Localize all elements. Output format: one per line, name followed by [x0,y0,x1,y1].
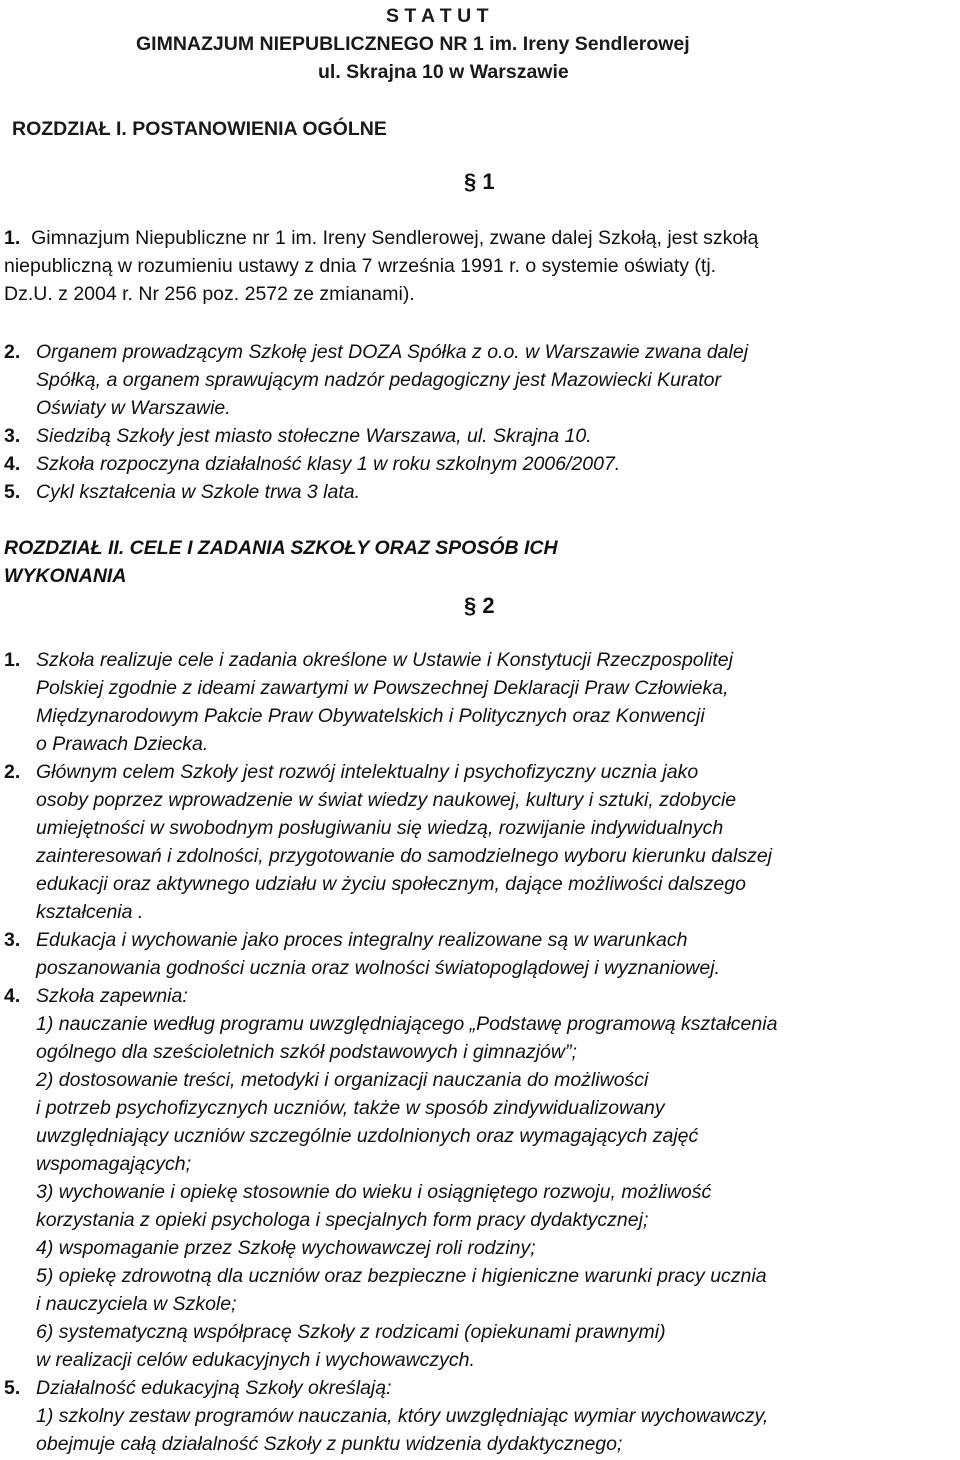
ch1-paragraph-2 [4,338,954,506]
statute-title: S T A T U T [386,5,489,27]
text-line: korzystania z opieki psychologa i specjalnych form pracy dydaktycznej; [36,1209,649,1231]
section-1-heading: § 1 [464,169,495,194]
text-line: Działalność edukacyjną Szkoły określają: [36,1377,392,1399]
ch2-paragraph-1 [4,646,959,758]
text-line: uwzględniający uczniów szczególnie uzdolnionych oraz wymagających zajęć [36,1125,699,1147]
paragraph-number: 3. [4,929,21,951]
list-item: 5) opiekę zdrowotną dla uczniów oraz bezpieczne i higieniczne warunki pracy ucznia [36,1265,767,1287]
text-line: Edukacja i wychowanie jako proces integralny realizowane są w warunkach [36,929,688,951]
text-line: Głównym celem Szkoły jest rozwój intelektualny i psychofizyczny ucznia jako [36,761,699,783]
chapter-1-title: ROZDZIAŁ I. POSTANOWIENIA OGÓLNE [12,118,387,140]
text-line: Szkoła rozpoczyna działalność klasy 1 w roku szkolnym 2006/2007. [36,453,621,475]
ch1-paragraph-1 [4,224,954,308]
ch2-body [4,646,959,1458]
chapter-title-line: ROZDZIAŁ II. CELE I ZADANIA SZKOŁY ORAZ SPOSÓB ICH [4,537,558,559]
text-line: Międzynarodowym Pakcie Praw Obywatelskich i Politycznych oraz Konwencji [36,705,705,727]
text-line: poszanowania godności ucznia oraz wolności światopoglądowej i wyznaniowej. [36,957,720,979]
text-line: Szkoła zapewnia: [36,985,188,1007]
list-item: 6) systematyczną współpracę Szkoły z rodzicami (opiekunami prawnymi) [36,1321,666,1343]
paragraph-number: 2. [4,761,21,783]
chapter-title-line: WYKONANIA [4,565,127,587]
text-line: w realizacji celów edukacyjnych i wychowawczych. [36,1349,475,1371]
ch2-paragraph-3 [4,926,959,982]
text-line: osoby poprzez wprowadzenie w świat wiedzy naukowej, kultury i sztuki, zdobycie [36,789,737,811]
list-item: 2) dostosowanie treści, metodyki i organizacji nauczania do możliwości [36,1069,649,1091]
school-address: ul. Skrajna 10 w Warszawie [318,61,569,83]
text-line: Spółką, a organem sprawującym nadzór pedagogiczny jest Mazowiecki Kurator [36,369,722,391]
text-line: i potrzeb psychofizycznych uczniów, także w sposób zindywidualizowany [36,1097,665,1119]
text-line: i nauczyciela w Szkole; [36,1293,237,1315]
ch1-paragraph-5 [4,478,954,506]
text-line: Cykl kształcenia w Szkole trwa 3 lata. [36,481,361,503]
paragraph-number: 1. [4,649,21,671]
paragraph-number: 4. [4,985,21,1007]
paragraph-number: 5. [4,481,21,503]
section-2-heading: § 2 [464,593,495,618]
text-line: Gimnazjum Niepubliczne nr 1 im. Ireny Sendlerowej, zwane dalej Szkołą, jest szkołą [31,227,759,249]
text-line: Polskiej zgodnie z ideami zawartymi w Powszechnej Deklaracji Praw Człowieka, [36,677,729,699]
paragraph-number: 2. [4,341,21,363]
ch2-paragraph-2 [4,758,959,926]
paragraph-number: 1. [4,227,21,249]
paragraph-number: 5. [4,1377,21,1399]
text-line: zainteresowań i zdolności, przygotowanie do samodzielnego wyboru kierunku dalszej [36,845,772,867]
list-item: 1) nauczanie według programu uwzględniającego „Podstawę programową kształcenia [36,1013,778,1035]
school-name: GIMNAZJUM NIEPUBLICZNEGO NR 1 im. Ireny Sendlerowej [136,33,690,55]
text-line: o Prawach Dziecka. [36,733,209,755]
list-item: 1) szkolny zestaw programów nauczania, który uwzględniając wymiar wychowawczy, [36,1405,769,1427]
text-line: Dz.U. z 2004 r. Nr 256 poz. 2572 ze zmianami). [4,283,415,305]
text-line: Siedzibą Szkoły jest miasto stołeczne Warszawa, ul. Skrajna 10. [36,425,592,447]
text-line: Organem prowadzącym Szkołę jest DOZA Spółka z o.o. w Warszawie zwana dalej [36,341,749,363]
list-item: 4) wspomaganie przez Szkołę wychowawczej roli rodziny; [36,1237,536,1259]
text-line: ogólnego dla sześcioletnich szkół podstawowych i gimnazjów”; [36,1041,577,1063]
text-line: umiejętności w swobodnym posługiwaniu się wiedzą, rozwijanie indywidualnych [36,817,724,839]
ch1-paragraph-4 [4,450,954,478]
ch2-paragraph-5 [4,1374,959,1458]
text-line: niepubliczną w rozumieniu ustawy z dnia 7 września 1991 r. o systemie oświaty (tj. [4,255,717,277]
text-line: kształcenia . [36,901,144,923]
chapter-2-title [4,534,558,590]
ch2-paragraph-4 [4,982,959,1374]
text-line: Oświaty w Warszawie. [36,397,231,419]
text-line: Szkoła realizuje cele i zadania określone w Ustawie i Konstytucji Rzeczpospolitej [36,649,733,671]
text-line: obejmuje całą działalność Szkoły z punktu widzenia dydaktycznego; [36,1433,623,1455]
paragraph-number: 3. [4,425,21,447]
ch1-paragraph-3 [4,422,954,450]
text-line: edukacji oraz aktywnego udziału w życiu społecznym, dające możliwości dalszego [36,873,746,895]
text-line: wspomagających; [36,1153,191,1175]
list-item: 3) wychowanie i opiekę stosownie do wieku i osiągniętego rozwoju, możliwość [36,1181,712,1203]
paragraph-number: 4. [4,453,21,475]
